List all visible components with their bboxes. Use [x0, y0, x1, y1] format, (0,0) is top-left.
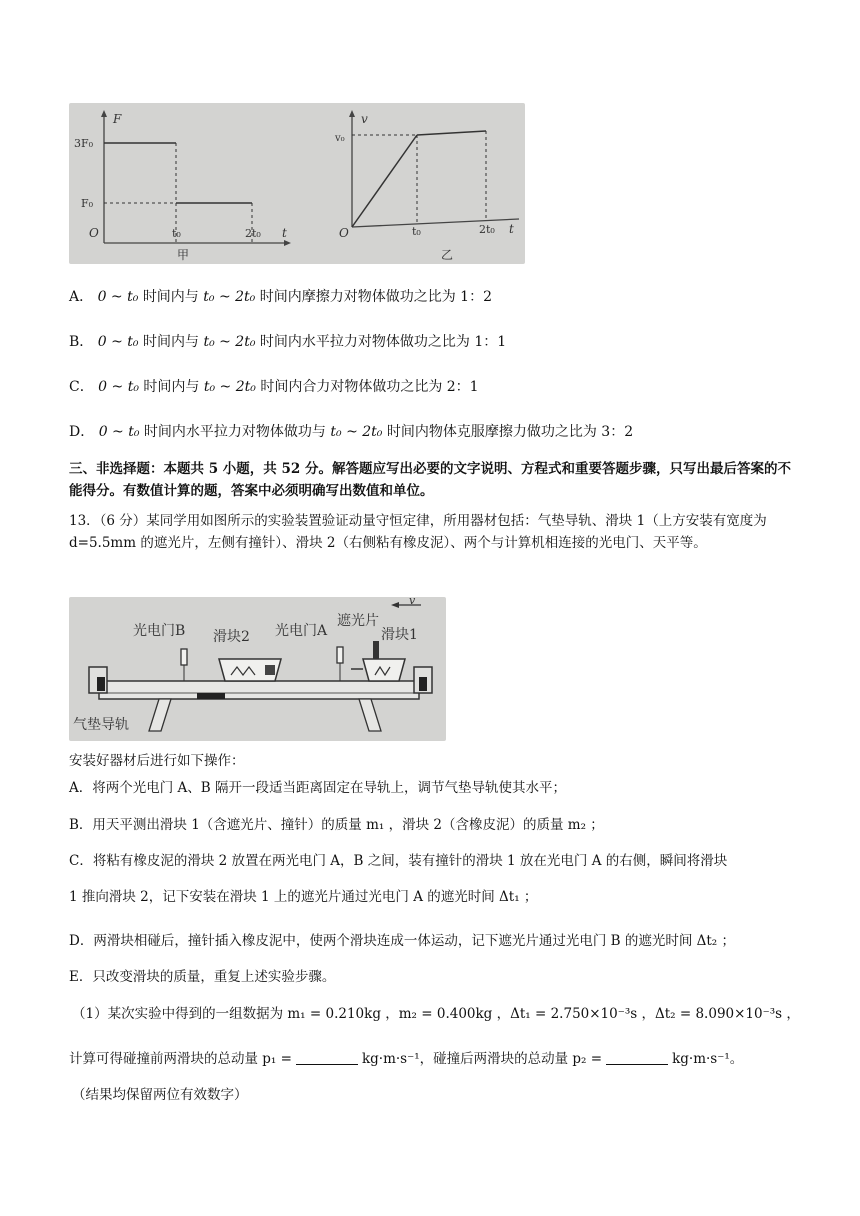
- option-b-math-1: 0 ~ t₀: [97, 334, 139, 350]
- apparatus-figure: [69, 597, 446, 741]
- photogate-b: [181, 649, 187, 665]
- option-a-math-1: 0 ~ t₀: [97, 289, 139, 305]
- light-shade: [373, 641, 379, 659]
- graphs-figure: [69, 103, 525, 264]
- label-slider-1: 滑块1: [381, 627, 418, 643]
- label-photogate-b: 光电门B: [133, 623, 186, 639]
- graph-a-ytick-f0: F₀: [81, 197, 94, 210]
- graph-b-x-label: t: [509, 222, 514, 236]
- step-a: A．将两个光电门 A、B 隔开一段适当距离固定在导轨上，调节气垫导轨使其水平；: [69, 780, 567, 796]
- graph-a-xtick-t0: t₀: [172, 227, 181, 240]
- graph-b-xtick-t0: t₀: [412, 225, 421, 238]
- option-d-math-2: t₀ ~ 2t₀: [330, 424, 383, 440]
- option-b: B． 0 ~ t₀ 时间内与 t₀ ~ 2t₀ 时间内水平拉力对物体做功之比为 1：1: [69, 334, 507, 350]
- graph-b-origin: O: [339, 226, 349, 240]
- graph-a-caption: 甲: [177, 248, 190, 262]
- graph-a-xtick-2t0: 2t₀: [245, 227, 261, 240]
- graph-b-ytick-v0: v₀: [335, 133, 345, 144]
- step-b: B．用天平测出滑块 1（含遮光片、撞针）的质量 m₁ ，滑块 2（含橡皮泥）的质量 m₂ ；: [69, 817, 604, 833]
- section-heading: 三、非选择题：本题共 5 小题，共 52 分。解答题应写出必要的文字说明、方程式和重要答题步骤，只写出最后答案的不能得分。有数值计算的题，答案中必须明确写出数值和单位。: [69, 461, 791, 499]
- answer-blank-p2[interactable]: [606, 1050, 668, 1065]
- air-track: [99, 681, 419, 699]
- answer-blank-p1[interactable]: [296, 1050, 358, 1065]
- step-c-line-2: 1 推向滑块 2，记下安装在滑块 1 上的遮光片通过光电门 A 的遮光时间 Δt₁ ；: [69, 889, 538, 905]
- label-air-track: 气垫导轨: [73, 717, 129, 733]
- graph-a-origin: O: [89, 226, 99, 240]
- q1-data-line: （1）某次实验中得到的一组数据为 m₁ = 0.210kg ，m₂ = 0.400kg ，Δt₁ = 2.750×10⁻³s ，Δt₂ = 8.090×10⁻³s ，: [72, 1006, 800, 1022]
- label-slider-2: 滑块2: [213, 629, 250, 645]
- option-c-math-2: t₀ ~ 2t₀: [203, 379, 256, 395]
- velocity-flat: [417, 131, 486, 135]
- option-b-math-2: t₀ ~ 2t₀: [203, 334, 256, 350]
- graphs-svg: [69, 103, 525, 264]
- option-c: C． 0 ~ t₀ 时间内与 t₀ ~ 2t₀ 时间内合力对物体做功之比为 2：1: [69, 379, 479, 395]
- q1-answer-line: 计算可得碰撞前两滑块的总动量 p₁ = kg·m·s⁻¹，碰撞后两滑块的总动量 p₂ = kg·m·s⁻¹。: [69, 1051, 744, 1067]
- graph-a-x-label: t: [282, 226, 287, 240]
- option-a-math-2: t₀ ~ 2t₀: [203, 289, 256, 305]
- option-d: D． 0 ~ t₀ 时间内水平拉力对物体做功与 t₀ ~ 2t₀ 时间内物体克服摩擦力做功之比为 3：2: [69, 424, 634, 440]
- graph-a-ytick-3f0: 3F₀: [74, 137, 94, 150]
- steps-intro: 安装好器材后进行如下操作：: [69, 753, 245, 769]
- apparatus-svg: [69, 597, 446, 741]
- q1-note: （结果均保留两位有效数字）: [72, 1087, 248, 1103]
- graph-a-y-label: F: [113, 112, 122, 126]
- label-photogate-a: 光电门A: [275, 623, 328, 639]
- slider-1: [363, 659, 405, 681]
- label-shade: 遮光片: [337, 613, 379, 629]
- graph-b: [334, 110, 519, 262]
- graph-b-caption: 乙: [441, 248, 454, 262]
- graph-a: [74, 110, 291, 262]
- question-13-intro: 13．（6 分）某同学用如图所示的实验装置验证动量守恒定律，所用器材包括：气垫导轨、滑块 1（上方安装有宽度为 d=5.5mm 的遮光片，左侧有撞针）、滑块 2（右侧粘有橡皮泥）、两个与计算机相连接的光电门、天平等。: [69, 513, 767, 551]
- option-d-math-1: 0 ~ t₀: [98, 424, 140, 440]
- velocity-ramp: [352, 135, 417, 227]
- option-c-math-1: 0 ~ t₀: [98, 379, 139, 395]
- step-e: E．只改变滑块的质量，重复上述实验步骤。: [69, 969, 336, 985]
- step-c-line-1: C．将粘有橡皮泥的滑块 2 放置在两光电门 A，B 之间，装有撞针的滑块 1 放在光电门 A 的右侧，瞬间将滑块: [69, 853, 728, 869]
- graph-b-xtick-2t0: 2t₀: [479, 223, 495, 236]
- graph-b-y-label: v: [361, 112, 368, 126]
- velocity-label: v: [409, 597, 416, 607]
- option-a: A． 0 ~ t₀ 时间内与 t₀ ~ 2t₀ 时间内摩擦力对物体做功之比为 1：2: [69, 289, 492, 305]
- step-d: D．两滑块相碰后，撞针插入橡皮泥中，使两个滑块连成一体运动，记下遮光片通过光电门 B 的遮光时间 Δt₂ ；: [69, 933, 735, 949]
- photogate-a: [337, 647, 343, 663]
